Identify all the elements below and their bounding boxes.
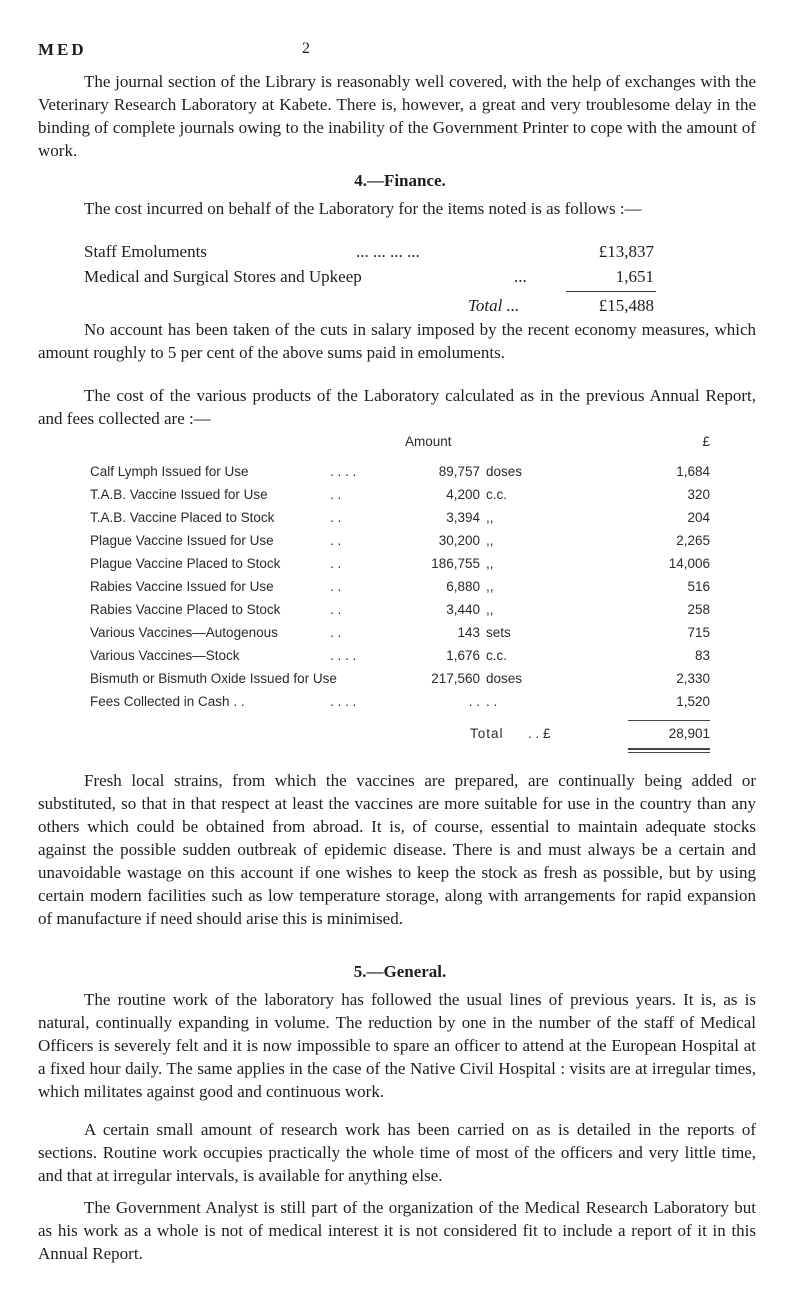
row-label: Plague Vaccine Placed to Stock	[90, 556, 281, 571]
row-label: Various Vaccines—Stock	[90, 648, 240, 663]
row-amount: 3,394	[446, 510, 480, 525]
finance-total-rule	[566, 291, 656, 292]
table-row	[90, 533, 710, 555]
row-unit: ,,	[486, 510, 494, 525]
row-dots: . .	[330, 625, 342, 640]
finance-row-dots: ...	[514, 267, 527, 286]
row-amount: 89,757	[438, 464, 480, 479]
row-unit: doses	[486, 671, 523, 686]
row-amount: 3,440	[446, 602, 480, 617]
row-dots: . . . .	[330, 694, 357, 709]
row-unit: ,,	[486, 556, 494, 571]
row-unit: sets	[486, 625, 511, 640]
table-total-dots: . . £	[528, 726, 551, 741]
table-row	[90, 510, 710, 532]
row-label: Bismuth or Bismuth Oxide Issued for Use	[90, 671, 337, 686]
paragraph-routine: The routine work of the laboratory has followed the usual lines of previous years. It is, as is natural, continually expanding in volume. The reduction by one in the number of the staff of Medical Officers is severely felt and it is now impossible to spare an officer to attend at the European Hospital at a fixed hour daily. The same applies in the case of the Native Civil Hospital : visits are at irregular times, which militates against good and continuous work.	[38, 990, 756, 1101]
row-value: 258	[687, 602, 710, 617]
table-row	[90, 464, 710, 486]
row-amount: 30,200	[438, 533, 480, 548]
finance-total-label: Total ...	[468, 296, 520, 315]
row-amount: 4,200	[446, 487, 480, 502]
row-value: 1,684	[676, 464, 710, 479]
paragraph-research: A certain small amount of research work has been carried on as is detailed in the reports of sections. Routine work occupies practically the whole time of most of the officers and very little time, and that at irregular intervals, is available for anything else.	[38, 1120, 756, 1185]
row-amount: 217,560	[431, 671, 480, 686]
table-total-rule-bottom	[628, 748, 710, 750]
table-row	[90, 579, 710, 601]
page-header	[38, 40, 678, 64]
finance-row	[84, 267, 654, 291]
row-dots: . .	[330, 533, 342, 548]
row-unit: . .	[486, 694, 498, 709]
heading-general: 5.—General.	[353, 962, 447, 981]
finance-total-row	[84, 296, 654, 320]
row-label: Calf Lymph Issued for Use	[90, 464, 249, 479]
table-total-rule-double	[628, 752, 710, 753]
row-value: 83	[694, 648, 710, 663]
paragraph-economy: No account has been taken of the cuts in salary imposed by the recent economy measures, which amount roughly to 5 per cent of the above sums paid in emoluments.	[38, 320, 756, 362]
row-unit: ,,	[486, 602, 494, 617]
finance-row-dots: ... ... ... ...	[356, 242, 420, 261]
row-dots: . .	[330, 510, 342, 525]
row-unit: doses	[486, 464, 523, 479]
row-dots: . .	[330, 556, 342, 571]
column-header-currency: £	[702, 434, 710, 449]
row-value: 715	[687, 625, 710, 640]
row-value: 14,006	[668, 556, 710, 571]
row-unit: ,,	[486, 533, 494, 548]
finance-row-value: £13,837	[598, 242, 654, 261]
row-amount: 6,880	[446, 579, 480, 594]
row-label: T.A.B. Vaccine Issued for Use	[90, 487, 268, 502]
row-amount: 186,755	[431, 556, 480, 571]
table-total-label: Total	[470, 726, 504, 741]
table-total-row	[90, 726, 710, 748]
row-value: 320	[687, 487, 710, 502]
finance-row-label: Staff Emoluments	[84, 242, 207, 261]
table-row	[90, 694, 710, 716]
row-unit: c.c.	[486, 648, 508, 663]
row-dots: . .	[330, 602, 342, 617]
paragraph-finance-intro: The cost incurred on behalf of the Laboratory for the items noted is as follows :—	[84, 199, 642, 218]
row-value: 2,330	[676, 671, 710, 686]
header-code: MED	[38, 40, 87, 59]
row-label: Various Vaccines—Autogenous	[90, 625, 278, 640]
table-row	[90, 625, 710, 647]
finance-row-value: 1,651	[615, 267, 654, 286]
table-row	[90, 602, 710, 624]
row-label: Rabies Vaccine Placed to Stock	[90, 602, 281, 617]
page-number: 2	[302, 40, 310, 57]
row-dots: . . . .	[330, 648, 357, 663]
row-label: Plague Vaccine Issued for Use	[90, 533, 274, 548]
paragraph-fresh-strains: Fresh local strains, from which the vaccines are prepared, are continually being added or substituted, so that in that respect at least the vaccines are more suitable for use in the country than any others which could be obtained from abroad. It is, of course, essential to maintain adequate stocks against the possible sudden outbreak of epidemic disease. There is and must always be a certain and unavoidable wastage on this account if one wishes to keep the stock as fresh as possible, but by using certain modern facilities such as low temperature storage, along with arrangements for rapid expansion of manufacture if need should arise this is minimised.	[38, 771, 756, 928]
table-row	[90, 671, 710, 693]
row-value: 204	[687, 510, 710, 525]
table-row	[90, 648, 710, 670]
table-row	[90, 556, 710, 578]
row-label: Rabies Vaccine Issued for Use	[90, 579, 274, 594]
finance-row-label: Medical and Surgical Stores and Upkeep	[84, 267, 362, 286]
table-total-value: 28,901	[668, 726, 710, 741]
row-label: Fees Collected in Cash . .	[90, 694, 245, 709]
heading-finance: 4.—Finance.	[354, 171, 446, 190]
paragraph-products-intro: The cost of the various products of the Laboratory calculated as in the previous Annual Report, and fees collected are :—	[38, 386, 756, 428]
finance-row	[84, 242, 654, 266]
row-dots: . .	[330, 579, 342, 594]
row-dots: . . . .	[330, 464, 357, 479]
row-value: 516	[687, 579, 710, 594]
finance-total-value: £15,488	[598, 296, 654, 315]
paragraph-analyst: The Government Analyst is still part of the organization of the Medical Research Laboratory but as his work as a whole is not of medical interest it is not considered fit to include a report of it in this Annual Report.	[38, 1198, 756, 1263]
row-value: 2,265	[676, 533, 710, 548]
table-row	[90, 487, 710, 509]
column-header-amount: Amount	[405, 434, 452, 449]
row-value: 1,520	[676, 694, 710, 709]
row-unit: c.c.	[486, 487, 508, 502]
row-dots: . .	[330, 487, 342, 502]
row-amount: . .	[468, 694, 480, 709]
row-amount: 143	[457, 625, 480, 640]
table-total-rule-top	[628, 720, 710, 721]
row-amount: 1,676	[446, 648, 480, 663]
paragraph-journal: The journal section of the Library is reasonably well covered, with the help of exchanges with the Veterinary Research Laboratory at Kabete. There is, however, a great and very troublesome delay in the binding of complete journals owing to the inability of the Government Printer to cope with the amount of work.	[38, 72, 756, 160]
row-label: T.A.B. Vaccine Placed to Stock	[90, 510, 275, 525]
row-unit: ,,	[486, 579, 494, 594]
